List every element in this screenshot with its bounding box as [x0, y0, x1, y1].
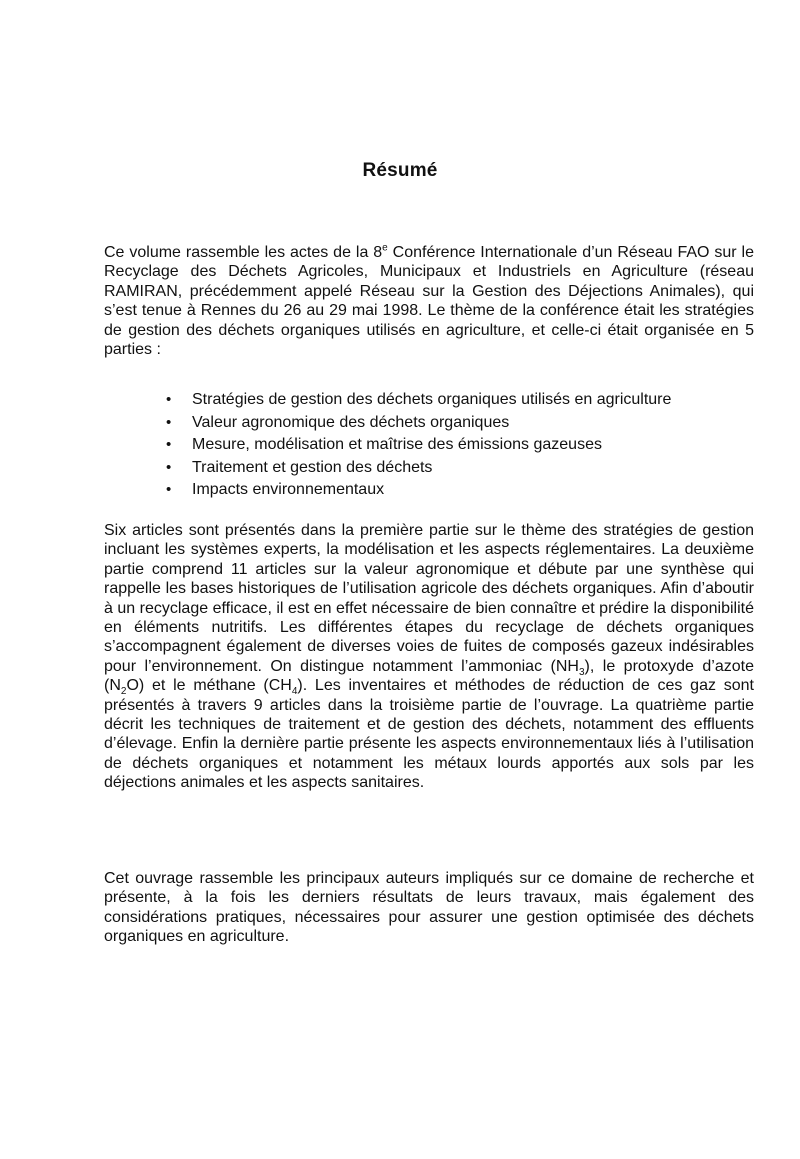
- list-item: [166, 434, 726, 457]
- bullet-icon: •: [166, 458, 172, 476]
- list-item-text: Valeur agronomique des déchets organiques: [192, 413, 510, 431]
- list-item: [166, 389, 726, 412]
- bullet-icon: •: [166, 413, 172, 431]
- list-item-text: Traitement et gestion des déchets: [192, 458, 433, 476]
- bullet-icon: •: [166, 391, 172, 408]
- articles-text-1: Six articles sont présentés dans la première partie sur le thème des stratégies de gestion incluant les systèmes experts, la modélisation et les aspects réglementaires. La deuxième partie comprend 11 articles sur la valeur agronomique et débute par une synthèse qui rappelle les bases historiques de l’utilisation agricole des déchets organiques. Afin d’aboutir à un recyclage efficace, il est en effet nécessaire de bien connaître et prédire la disponibilité en éléments nutritifs. Les différentes étapes du recyclage de déchets organiques s’accompagnent également de diverses voies de fuites de composés gazeux indésirables pour l’environnement. On distingue notamment l’ammoniac (NH: [104, 522, 754, 675]
- nh3-subscript: 3: [578, 667, 585, 679]
- bullet-icon: •: [166, 481, 172, 499]
- intro-paragraph: [104, 243, 754, 359]
- list-item: [166, 412, 726, 435]
- articles-text-4: ). Les inventaires et méthodes de réduction de ces gaz sont présentés à travers 9 articles dans la troisième partie de l’ouvrage. La quatrième partie décrit les techniques de traitement et de gestion des déchets, notamment des effluents d’élevage. Enfin la dernière partie présente les aspects environnementaux liés à l’utilisation de déchets organiques et notamment les métaux lourds apportés aux sols par les déjections animales et les aspects sanitaires.: [104, 677, 754, 792]
- list-item: [166, 479, 726, 502]
- intro-text-1: Ce volume rassemble les actes de la 8: [104, 244, 383, 261]
- ordinal-superscript: e: [382, 242, 388, 254]
- list-item-text: Impacts environnementaux: [192, 481, 385, 499]
- conclusion-paragraph: Cet ouvrage rassemble les principaux auteurs impliqués sur ce domaine de recherche et présente, à la fois les derniers résultats de leurs travaux, mais également des considérations pratiques, nécessaires pour assurer une gestion optimisée des déchets organiques en agriculture.: [104, 870, 754, 946]
- articles-text-2: ), le protoxyde d’azote (N: [104, 657, 754, 695]
- intro-text-2: Conférence Internationale d’un Réseau FAO sur le Recyclage des Déchets Agricoles, Municipaux et Industriels en Agriculture (réseau RAMIRAN, précédemment appelé Réseau sur la Gestion des Déjections Animales), qui s’est tenue à Rennes du 26 au 29 mai 1998. Le thème de la conférence était les stratégies de gestion des déchets organiques utilisés en agriculture, et celle-ci était organisée en 5 parties :: [104, 244, 754, 359]
- bullet-icon: •: [166, 436, 172, 454]
- articles-paragraph: [104, 521, 754, 793]
- list-item-text: Mesure, modélisation et maîtrise des émissions gazeuses: [192, 436, 602, 454]
- list-item-text: Stratégies de gestion des déchets organiques utilisés en agriculture: [192, 391, 672, 408]
- articles-text-3: O) et le méthane (CH: [126, 677, 292, 695]
- parts-list: [166, 389, 726, 502]
- n2o-subscript: 2: [120, 686, 127, 698]
- page-title: Résumé: [362, 160, 438, 181]
- list-item: [166, 457, 726, 480]
- ch4-subscript: 4: [291, 686, 298, 698]
